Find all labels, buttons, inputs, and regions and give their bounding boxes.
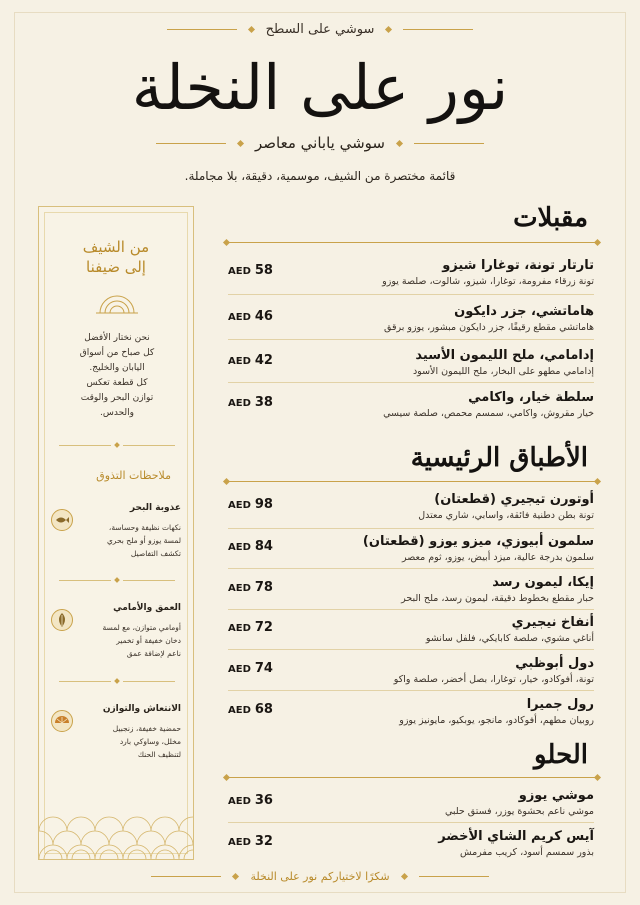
- sidebar-divider: [59, 679, 175, 683]
- item-price: [228, 349, 273, 368]
- price-amount: 84: [254, 539, 273, 554]
- note-line: تكشف التفاصيل: [130, 549, 181, 558]
- price-amount: 38: [254, 395, 273, 410]
- currency: AED: [228, 500, 251, 511]
- item-description: أناغي مشوي، صلصة كابايكي، فلفل سانشو: [425, 633, 594, 644]
- item-name: سلمون أبيوزي، ميزو يوزو (قطعتان): [362, 534, 594, 549]
- leaf-icon: [51, 609, 73, 631]
- currency: AED: [228, 312, 251, 323]
- item-price: [228, 535, 273, 554]
- item-name: إيكا، ليمون رسد: [492, 575, 594, 590]
- price-amount: 46: [254, 309, 273, 324]
- item-divider: [228, 649, 594, 650]
- price-amount: 68: [254, 702, 273, 717]
- price-amount: 78: [254, 580, 273, 595]
- wave-pattern-icon: [39, 811, 193, 859]
- item-divider: [228, 294, 594, 295]
- item-divider: [228, 382, 594, 383]
- footer-text: شكرًا لاختياركم نور على النخلة: [250, 870, 390, 883]
- section-title-main-dishes: الأطباق الرئيسية: [410, 443, 588, 473]
- note-line: ناعم لإضافة عمق: [126, 649, 181, 658]
- price-amount: 58: [254, 263, 273, 278]
- item-divider: [228, 690, 594, 691]
- item-description: تونة زرقاء مفرومة، توغارا، شيزو، شالوت، صلصة يوزو: [382, 276, 594, 287]
- tasting-note: [49, 704, 185, 764]
- top-label-row: [0, 22, 640, 37]
- currency: AED: [228, 796, 251, 807]
- item-name: هاماتشي، جزر دايكون: [454, 304, 594, 319]
- section-title-appetizers: مقبلات: [513, 203, 588, 233]
- item-name: إدامامي، ملح الليمون الأسيد: [415, 348, 594, 363]
- item-name: موشي يوزو: [518, 788, 594, 803]
- intro-line: كل قطعة تعكس: [86, 378, 148, 388]
- note-line: لتنظيف الحنك: [137, 750, 181, 759]
- item-description: هاماتشي مقطع رقيقًا، جزر دايكون مبشور، يوزو برقق: [384, 322, 594, 333]
- note-line: مخلل، وساوكي بارد: [119, 737, 181, 746]
- item-divider: [228, 568, 594, 569]
- item-price: [228, 493, 273, 512]
- note-line: دخان خفيفة أو تخمير: [116, 636, 181, 645]
- item-name: دول أبوظبي: [515, 656, 594, 671]
- item-name: أنفاخ نيجيري: [511, 615, 594, 630]
- item-price: [228, 616, 273, 635]
- subtitle-row: [0, 134, 640, 152]
- footer: [0, 870, 640, 883]
- item-name: سلطة خيار، واكامي: [468, 390, 594, 405]
- intro-line: كل صباح من أسواق: [79, 348, 155, 358]
- section-rule: [227, 777, 597, 778]
- item-divider: [228, 609, 594, 610]
- item-name: رول جميرا: [526, 697, 594, 712]
- currency: AED: [228, 266, 251, 277]
- item-divider: [228, 528, 594, 529]
- item-price: [228, 698, 273, 717]
- top-label: سوشي على السطح: [265, 22, 375, 37]
- chef-sidebar: [38, 206, 194, 860]
- intro-line: نحن نختار الأفضل: [84, 333, 150, 343]
- item-description: موشي ناعم بحشوة يوزر، فستق حلبي: [444, 806, 594, 817]
- item-price: [228, 830, 273, 849]
- section-rule: [227, 242, 597, 243]
- price-amount: 42: [254, 353, 273, 368]
- chef-title-line-2: إلى ضيفنا: [86, 258, 146, 276]
- item-price: [228, 391, 273, 410]
- tasting-notes-title: ملاحظات التذوق: [96, 469, 171, 482]
- item-name: آيس كريم الشاي الأخضر: [438, 829, 594, 844]
- currency: AED: [228, 705, 251, 716]
- currency: AED: [228, 398, 251, 409]
- currency: AED: [228, 583, 251, 594]
- currency: AED: [228, 623, 251, 634]
- intro-line: والحدس.: [100, 408, 134, 418]
- note-title: الانتعاش والتوازن: [102, 704, 181, 714]
- currency: AED: [228, 664, 251, 675]
- intro-line: توازن البحر والوقت: [80, 393, 154, 403]
- note-line: أومامي متوازن، مع لمسة: [102, 623, 181, 632]
- section-title-desserts: الحلو: [534, 740, 588, 770]
- intro-line: اليابان والخليج.: [89, 363, 145, 373]
- price-amount: 74: [254, 661, 273, 676]
- citrus-icon: [51, 710, 73, 732]
- tasting-note: [49, 603, 185, 663]
- sidebar-divider: [59, 578, 175, 582]
- currency: AED: [228, 837, 251, 848]
- note-title: عذوبة البحر: [129, 503, 181, 513]
- note-line: لمسة يوزو أو ملح بحري: [106, 536, 181, 545]
- item-description: خيار مقروش، واكامي، سمسم محمص، صلصة سيسي: [383, 408, 594, 419]
- sidebar-divider: [59, 443, 175, 447]
- section-rule: [227, 481, 597, 482]
- fish-icon: [51, 509, 73, 531]
- note-line: حمضية خفيفة، زنجبيل: [112, 724, 181, 733]
- note-line: نكهات نظيفة وحساسة،: [108, 523, 181, 532]
- item-name: تارتار تونة، توغارا شيزو: [442, 258, 594, 273]
- item-description: إدامامي مطهو على البخار، ملح الليمون الأسود: [412, 366, 594, 377]
- currency: AED: [228, 356, 251, 367]
- item-price: [228, 789, 273, 808]
- price-amount: 32: [254, 834, 273, 849]
- note-text: [85, 621, 181, 660]
- chef-title: [39, 237, 193, 277]
- note-text: [85, 722, 181, 761]
- wave-emblem-icon: [96, 291, 138, 315]
- chef-intro: [51, 331, 183, 421]
- chef-title-line-1: من الشيف: [82, 238, 150, 256]
- item-description: تونة بطن دطنية فائقة، واسابي، شاري معتدل: [418, 510, 594, 521]
- restaurant-title: نور على النخلة: [131, 51, 509, 124]
- price-amount: 36: [254, 793, 273, 808]
- item-price: [228, 657, 273, 676]
- note-text: [85, 521, 181, 560]
- item-description: سلمون بدرجة عالية، ميزد أبيض، يوزو، ثوم معصر: [402, 552, 594, 563]
- tasting-note: [49, 503, 185, 563]
- price-amount: 72: [254, 620, 273, 635]
- item-divider: [228, 822, 594, 823]
- item-description: روبيان مطهم، أفوكادو، مانجو، يوبكيو، مايونيز يوزو: [399, 715, 594, 726]
- tagline: قائمة مختصرة من الشيف، موسمية، دقيقة، بلا مجاملة.: [184, 169, 456, 183]
- note-title: العمق والأمامي: [113, 603, 181, 613]
- subtitle: سوشي ياباني معاصر: [255, 134, 385, 152]
- item-price: [228, 576, 273, 595]
- price-amount: 98: [254, 497, 273, 512]
- item-price: [228, 259, 273, 278]
- item-description: تونة، أفوكادو، خيار، توغارا، بصل أخضر، صلصة واكو: [393, 674, 594, 685]
- item-price: [228, 305, 273, 324]
- item-description: حبار مقطع بخطوط دقيقة، ليمون رسد، ملح البحر: [401, 593, 594, 604]
- item-description: بذور سمسم أسود، كريب مفرمش: [459, 847, 594, 858]
- currency: AED: [228, 542, 251, 553]
- item-divider: [228, 339, 594, 340]
- item-name: أوتورن تيجيري (قطعتان): [434, 492, 594, 507]
